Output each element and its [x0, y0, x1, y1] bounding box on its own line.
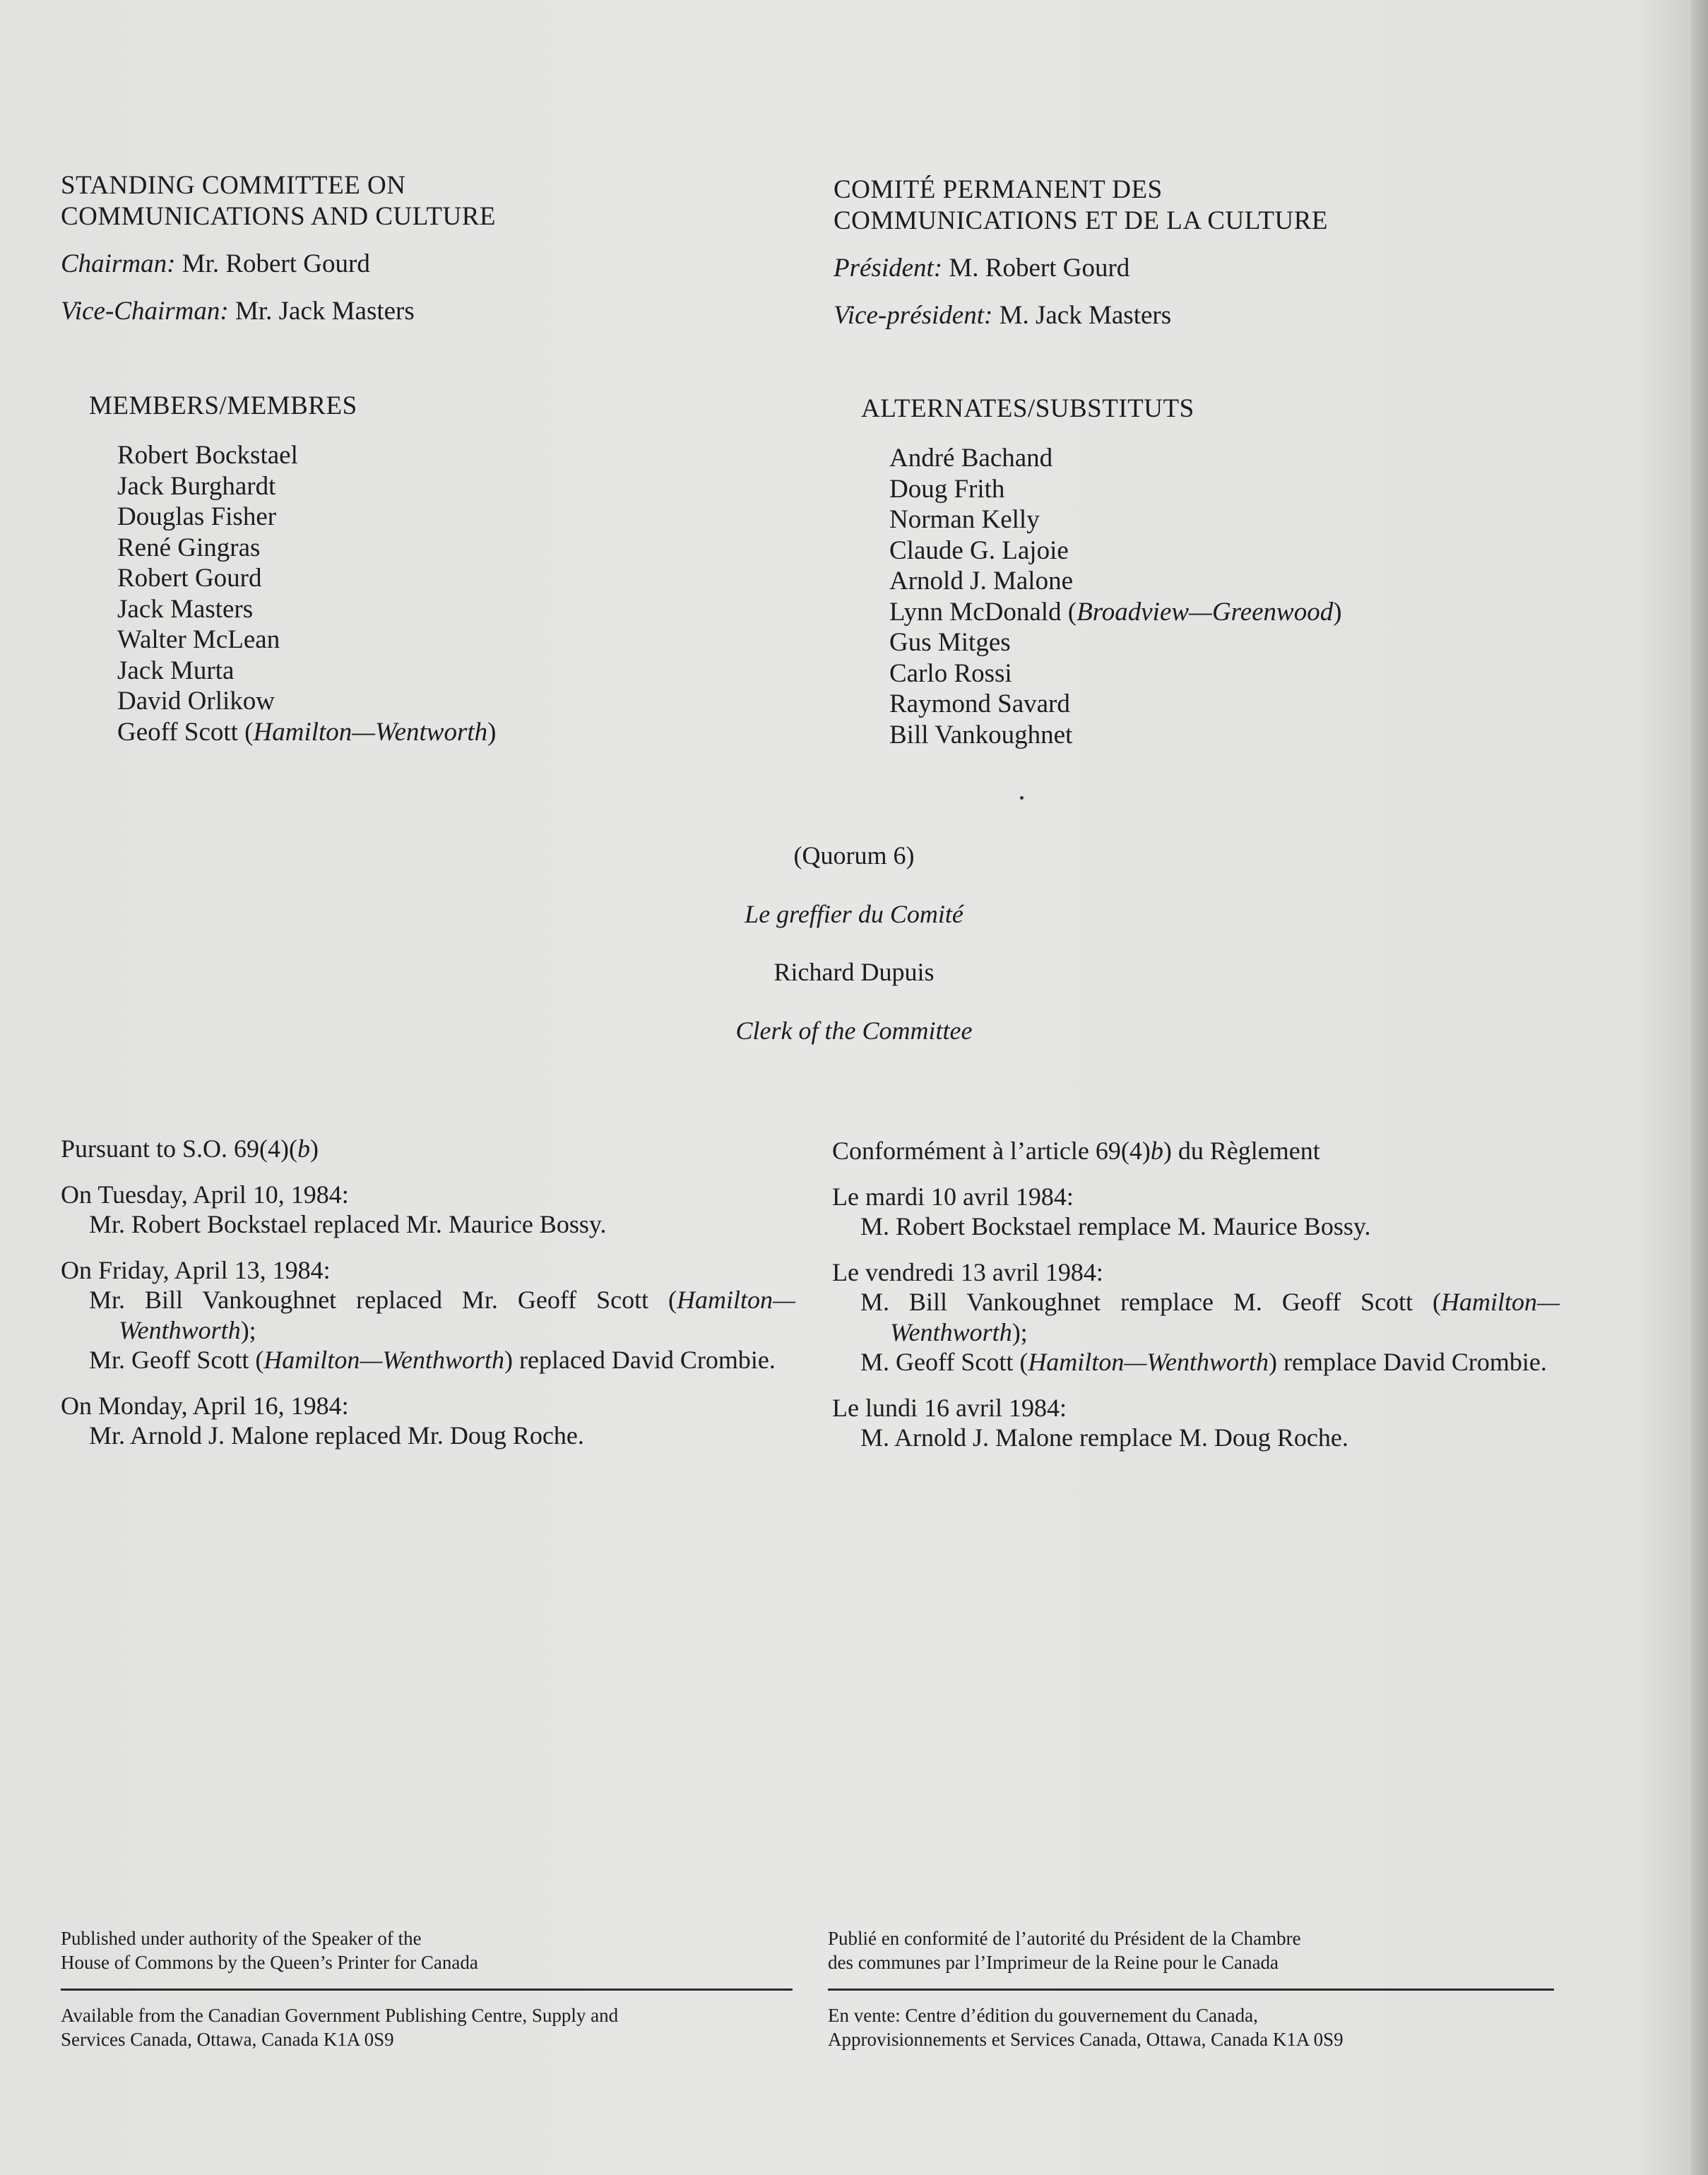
available-line: Available from the Canadian Government Publishing Centre, Supply and [61, 2005, 619, 2026]
riding-name: Hamilton—Wentworth [253, 717, 488, 747]
vice-chairman-name-en: Mr. Jack Masters [235, 297, 415, 326]
change-text: ); [1012, 1317, 1028, 1346]
change-item: Mr. Arnold J. Malone replaced Mr. Doug Roche. [89, 1421, 584, 1450]
committee-title-fr-line1: COMITÉ PERMANENT DES [834, 175, 1163, 204]
pursuant-text: Conformément à l’article 69(4) [832, 1137, 1151, 1165]
pursuant-text: Pursuant to S.O. 69(4)( [61, 1134, 297, 1163]
list-item: André Bachand [889, 444, 1053, 473]
list-item: René Gingras [117, 533, 261, 562]
change-text: M. Bill Vankoughnet remplace M. Geoff Scott ( [860, 1288, 1441, 1316]
vice-president-role-fr: Vice-président: [834, 301, 993, 330]
change-item [61, 1285, 795, 1345]
list-item: Bill Vankoughnet [889, 720, 1073, 749]
list-item: Jack Murta [117, 656, 235, 685]
chairman-role-en: Chairman: [61, 249, 176, 278]
available-line: Approvisionnements et Services Canada, Ottawa, Canada K1A 0S9 [828, 2029, 1344, 2050]
page-edge-shadow [1691, 0, 1708, 2175]
membership-changes-fr [832, 1136, 1560, 1469]
member-name: Lynn McDonald ( [889, 597, 1077, 627]
list-item: Norman Kelly [889, 505, 1040, 534]
members-section [89, 391, 795, 747]
pursuant-letter: b [297, 1134, 310, 1163]
change-text: ); [240, 1315, 256, 1344]
change-date: On Friday, April 13, 1984: [61, 1255, 331, 1284]
change-text: ) remplace David Crombie. [1269, 1348, 1547, 1376]
list-item: Jack Burghardt [117, 471, 276, 501]
change-text: ) replaced David Crombie. [504, 1346, 776, 1374]
riding-name: Broadview—Greenwood [1077, 597, 1334, 627]
footer-en [61, 1926, 795, 2051]
change-entry [61, 1391, 795, 1451]
change-entry [61, 1255, 795, 1375]
change-item [832, 1347, 1560, 1377]
change-entry [832, 1257, 1560, 1377]
published-line: des communes par l’Imprimeur de la Reine pour le Canada [828, 1952, 1279, 1973]
paren-close: ) [487, 717, 497, 747]
change-item: Mr. Robert Bockstael replaced Mr. Maurice Bossy. [89, 1210, 607, 1238]
list-item: Arnold J. Malone [889, 567, 1073, 595]
riding-name: Hamilton—Wenthworth [119, 1286, 795, 1344]
alternates-list [889, 443, 1567, 750]
list-item: David Orlikow [117, 687, 275, 716]
pursuant-line-fr [832, 1136, 1560, 1166]
member-name: Geoff Scott ( [117, 717, 254, 747]
list-item: Carlo Rossi [889, 658, 1012, 688]
vice-chairman-line-en [61, 296, 824, 327]
riding-name: Hamilton—Wenthworth [890, 1288, 1560, 1346]
change-entry [832, 1393, 1560, 1453]
change-text: Mr. Geoff Scott ( [89, 1346, 264, 1374]
membership-changes-en [61, 1134, 795, 1466]
members-title: MEMBERS/MEMBRES [89, 391, 357, 420]
change-date: Le vendredi 13 avril 1984: [832, 1257, 1103, 1286]
chairman-name-en: Mr. Robert Gourd [182, 249, 370, 278]
president-line-fr [834, 253, 1611, 284]
available-line: Services Canada, Ottawa, Canada K1A 0S9 [61, 2029, 394, 2050]
vice-president-name-fr: M. Jack Masters [999, 301, 1172, 330]
committee-title-en-line1: STANDING COMMITTEE ON [61, 171, 406, 200]
footer-divider [61, 1989, 793, 1991]
change-item [832, 1287, 1560, 1347]
change-item: M. Robert Bockstael remplace M. Maurice Bossy. [860, 1212, 1371, 1240]
change-date: Le lundi 16 avril 1984: [832, 1393, 1067, 1422]
committee-header-en [61, 170, 824, 327]
list-item [117, 717, 795, 748]
quorum: (Quorum 6) [793, 841, 915, 870]
list-item: Doug Frith [889, 474, 1005, 504]
list-item: Jack Masters [117, 594, 254, 624]
list-item: Raymond Savard [889, 689, 1070, 718]
available-line: En vente: Centre d’édition du gouvernement du Canada, [828, 2005, 1258, 2026]
list-item: Gus Mitges [889, 628, 1011, 657]
change-text: Mr. Bill Vankoughnet replaced Mr. Geoff Scott ( [89, 1286, 677, 1314]
footer-fr [828, 1926, 1562, 2051]
riding-name: Hamilton—Wenthworth [263, 1346, 505, 1374]
committee-title-en-line2: COMMUNICATIONS AND CULTURE [61, 202, 497, 231]
published-line: Published under authority of the Speaker of the [61, 1928, 422, 1949]
list-item: Robert Bockstael [117, 441, 298, 470]
vice-president-line-fr [834, 300, 1611, 331]
president-name-fr: M. Robert Gourd [949, 254, 1130, 283]
list-item: Walter McLean [117, 625, 280, 654]
chairman-line-en [61, 249, 824, 280]
published-line: House of Commons by the Queen’s Printer for Canada [61, 1952, 478, 1973]
published-line: Publié en conformité de l’autorité du Président de la Chambre [828, 1928, 1301, 1949]
list-item: Robert Gourd [117, 564, 262, 593]
change-date: Le mardi 10 avril 1984: [832, 1182, 1074, 1211]
footer-divider [828, 1989, 1554, 1991]
stray-dot [1020, 796, 1024, 800]
members-list [117, 440, 795, 747]
clerk-name: Richard Dupuis [773, 958, 935, 986]
change-item [61, 1345, 795, 1375]
change-text: M. Geoff Scott ( [860, 1348, 1028, 1376]
vice-chairman-role-en: Vice-Chairman: [61, 297, 229, 326]
paren-close: ) [1333, 597, 1342, 627]
change-item: M. Arnold J. Malone remplace M. Doug Roche. [860, 1423, 1348, 1452]
clerk-title-fr: Le greffier du Comité [745, 900, 963, 928]
clerk-title-en: Clerk of the Committee [735, 1017, 973, 1045]
change-entry [61, 1180, 795, 1240]
pursuant-close: ) [310, 1134, 319, 1163]
pursuant-letter: b [1150, 1137, 1163, 1165]
committee-title-fr-line2: COMMUNICATIONS ET DE LA CULTURE [834, 206, 1329, 235]
list-item [889, 597, 1567, 628]
pursuant-line-en [61, 1134, 795, 1164]
committee-header-fr [834, 174, 1611, 331]
riding-name: Hamilton—Wenthworth [1028, 1348, 1269, 1376]
pursuant-close: ) du Règlement [1163, 1137, 1320, 1165]
alternates-section [861, 393, 1567, 750]
list-item: Douglas Fisher [117, 502, 277, 531]
list-item: Claude G. Lajoie [889, 535, 1069, 565]
change-date: On Monday, April 16, 1984: [61, 1391, 349, 1420]
alternates-title: ALTERNATES/SUBSTITUTS [861, 394, 1194, 423]
change-date: On Tuesday, April 10, 1984: [61, 1180, 349, 1209]
president-role-fr: Président: [834, 254, 943, 283]
change-entry [832, 1182, 1560, 1242]
